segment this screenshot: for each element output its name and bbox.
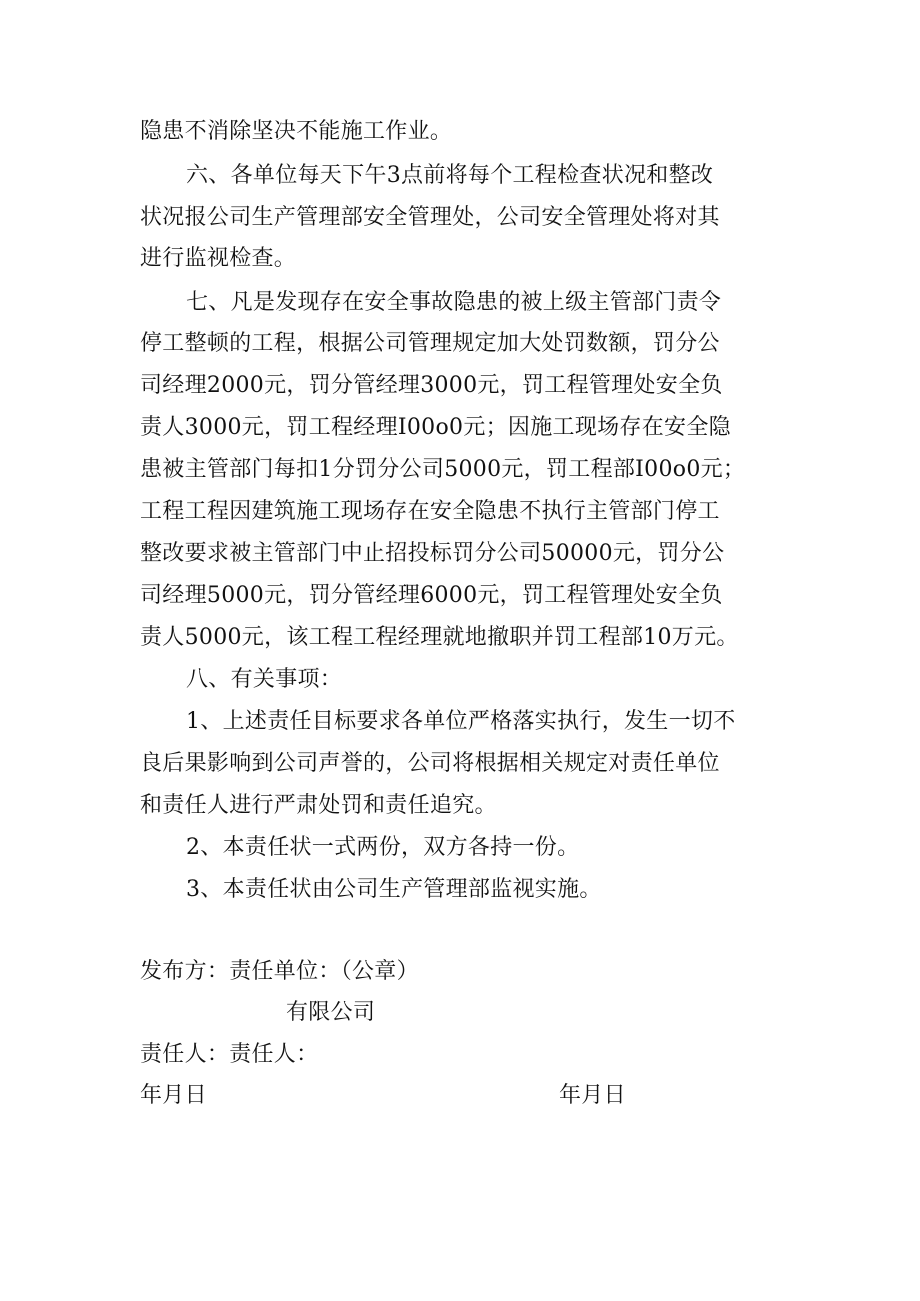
paragraph-line: 六、各单位每天下午3点前将每个工程检查状况和整改 bbox=[186, 163, 714, 188]
company-name: 有限公司 bbox=[286, 1000, 376, 1025]
list-item: 2、本责任状一式两份，双方各持一份。 bbox=[186, 835, 580, 860]
paragraph-line: 良后果影响到公司声誉的，公司将根据相关规定对责任单位 bbox=[140, 751, 720, 776]
paragraph-line: 停工整顿的工程，根据公司管理规定加大处罚数额，罚分公 bbox=[140, 331, 720, 356]
section-heading: 八、有关事项： bbox=[186, 667, 343, 692]
paragraph-line: 和责任人进行严肃处罚和责任追究。 bbox=[140, 793, 497, 818]
paragraph-line: 七、凡是发现存在安全事故隐患的被上级主管部门责令 bbox=[186, 290, 722, 315]
paragraph-line: 司经理5000元，罚分管经理6000元，罚工程管理处安全负 bbox=[140, 583, 723, 608]
list-item: 3、本责任状由公司生产管理部监视实施。 bbox=[186, 877, 602, 902]
paragraph-line: 进行监视检查。 bbox=[140, 246, 297, 271]
paragraph-line: 工程工程因建筑施工现场存在安全隐患不执行主管部门停工 bbox=[140, 499, 720, 524]
list-item: 1、上述责任目标要求各单位严格落实执行，发生一切不 bbox=[186, 709, 736, 734]
paragraph-line: 状况报公司生产管理部安全管理处，公司安全管理处将对其 bbox=[140, 205, 720, 230]
paragraph-line: 责人5000元，该工程工程经理就地撤职并罚工程部10万元。 bbox=[140, 625, 739, 650]
paragraph-line: 患被主管部门每扣1分罚分公司5000元，罚工程部I00o0元； bbox=[140, 457, 746, 482]
paragraph-line: 司经理2000元，罚分管经理3000元，罚工程管理处安全负 bbox=[140, 373, 723, 398]
responsible-person-label: 责任人：责任人： bbox=[140, 1042, 319, 1067]
date-left: 年月日 bbox=[140, 1083, 207, 1108]
publisher-label: 发布方：责任单位：（公章） bbox=[140, 959, 419, 984]
paragraph-line: 责人3000元，罚工程经理I00o0元；因施工现场存在安全隐 bbox=[140, 415, 731, 440]
paragraph-line: 整改要求被主管部门中止招投标罚分公司50000元，罚分公 bbox=[140, 541, 725, 566]
paragraph-line: 隐患不消除坚决不能施工作业。 bbox=[140, 119, 453, 144]
date-right: 年月日 bbox=[559, 1083, 626, 1108]
